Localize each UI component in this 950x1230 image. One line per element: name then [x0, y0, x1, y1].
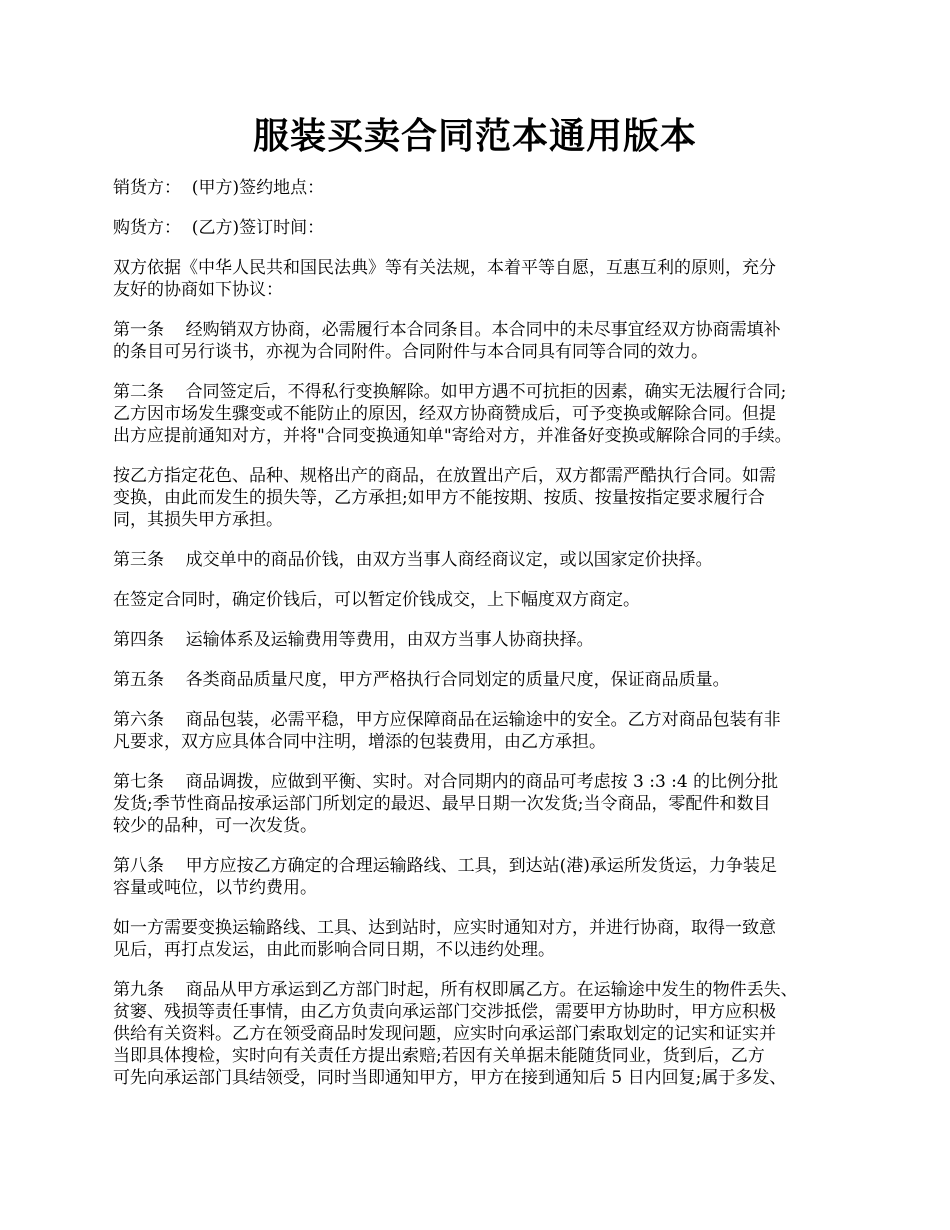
article-2-continued-paragraph: 按乙方指定花色、品种、规格出产的商品，在放置出产后，双方都需严酷执行合同。如需 变换，由此而发生的损失等，乙方承担;如甲方不能按期、按质、按量按指定要求履行合 同，其损失甲方承担。: [113, 466, 776, 530]
article-9-paragraph: 第九条 商品从甲方承运到乙方部门时起，所有权即属乙方。在运输途中发生的物件丢失、 贫窭、残损等责任事情，由乙方负责向承运部门交涉抵偿，需要甲方协助时，甲方应积极 供给有关资料。乙方在领受商品时发现问题，应实时向承运部门索取划定的记实和证实并 当即具体搜检，实时向有关责任方提出索赔;若因有关单据未能随货同业，货到后，乙方 可先向承运部门具结领受，同时当即通知甲方，甲方在接到通知后 5 日内回复;属于多发、: [113, 980, 798, 1088]
seller-line: 销货方： (甲方)签约地点：: [113, 178, 325, 198]
article-7-paragraph: 第七条 商品调拨，应做到平衡、实时。对合同期内的商品可考虑按 3 :3 :4 的比例分批 发货;季节性商品按承运部门所划定的最迟、最早日期一次发货;当令商品，零配件和数目 较少的品种，可一次发货。: [113, 772, 779, 836]
article-2-paragraph: 第二条 合同签定后，不得私行变换解除。如甲方遇不可抗拒的因素，确实无法履行合同; 乙方因市场发生骤变或不能防止的原因，经双方协商赞成后，可予变换或解除合同。但提 出方应提前通知对方，并将"合同变换通知单"寄给对方，并准备好变换或解除合同的手续。: [113, 382, 792, 446]
article-5-paragraph: 第五条 各类商品质量尺度，甲方严格执行合同划定的质量尺度，保证商品质量。: [113, 670, 730, 690]
preamble-paragraph: 双方依据《中华人民共和国民法典》等有关法规，本着平等自愿，互惠互利的原则，充分 友好的协商如下协议：: [113, 258, 776, 300]
article-1-paragraph: 第一条 经购销双方协商，必需履行本合同条目。本合同中的未尽事宜经双方协商需填补 的条目可另行谈书，亦视为合同附件。合同附件与本合同具有同等合同的效力。: [113, 320, 781, 362]
article-3-continued-paragraph: 在签定合同时，确定价钱后，可以暂定价钱成交，上下幅度双方商定。: [113, 590, 640, 610]
buyer-line: 购货方： (乙方)签订时间：: [113, 218, 325, 238]
document-title: 服装买卖合同范本通用版本: [252, 115, 697, 157]
article-6-paragraph: 第六条 商品包装，必需平稳，甲方应保障商品在运输途中的安全。乙方对商品包装有非 凡要求，双方应具体合同中注明，增添的包装费用，由乙方承担。: [113, 710, 781, 752]
article-3-paragraph: 第三条 成交单中的商品价钱，由双方当事人商经商议定，或以国家定价抉择。: [113, 550, 713, 570]
article-4-paragraph: 第四条 运输体系及运输费用等费用，由双方当事人协商抉择。: [113, 630, 594, 650]
document-body: [113, 177, 855, 1107]
article-8-paragraph: 第八条 甲方应按乙方确定的合理运输路线、工具，到达站(港)承运所发货运，力争装足 容量或吨位，以节约费用。: [113, 856, 777, 898]
article-8-continued-paragraph: 如一方需要变换运输路线、工具、达到站时，应实时通知对方，并进行协商，取得一致意 见后，再打点发运，由此而影响合同日期，不以违约处理。: [113, 918, 776, 960]
